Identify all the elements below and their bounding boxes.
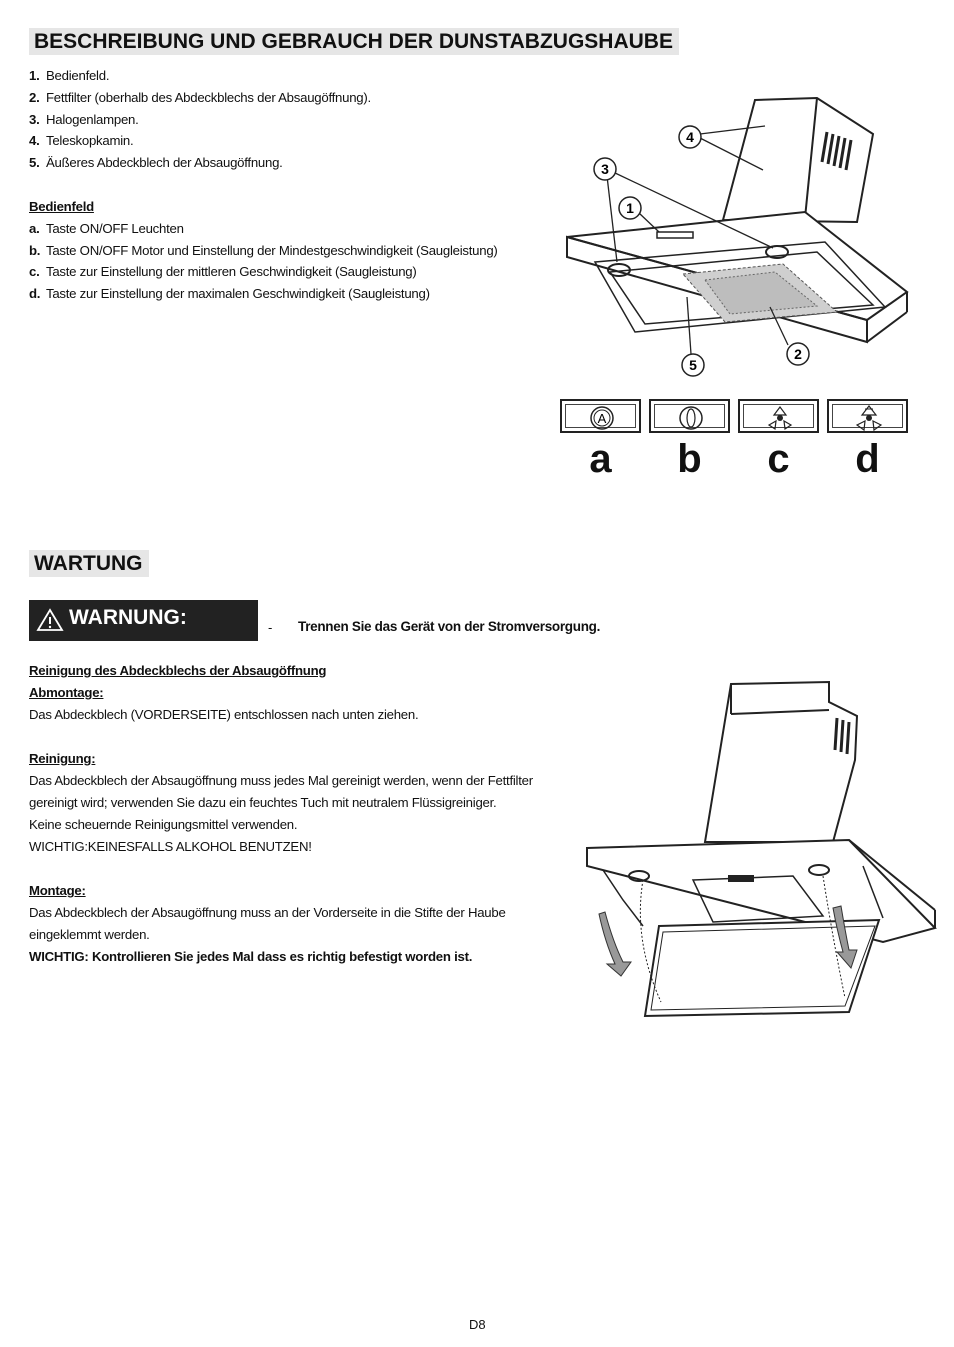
control-panel-list: [29, 196, 549, 305]
button-letter-a: a: [589, 437, 612, 481]
panel-removal-diagram: [583, 680, 939, 1022]
mount-important: WICHTIG: Kontrollieren Sie jedes Mal dass es richtig befestigt worden ist.: [29, 949, 473, 964]
warning-box: [29, 600, 258, 641]
warning-dash: -: [268, 620, 273, 635]
button-a: [560, 399, 641, 433]
mount-heading: Montage:: [29, 883, 86, 898]
button-letter-d: d: [855, 437, 880, 481]
callout-2: 2: [794, 346, 802, 362]
fan-max-speed-icon: [827, 399, 908, 433]
warning-label: WARNUNG:: [69, 606, 187, 629]
button-c: [738, 399, 819, 433]
list-item: 2. Fettfilter (oberhalb des Abdeckblechs der Absaugöffnung).: [29, 89, 371, 105]
button-d: [827, 399, 908, 433]
cleaning-subheading: Reinigung:: [29, 751, 96, 766]
list-item: 5. Äußeres Abdeckblech der Absaugöffnung.: [29, 155, 283, 171]
callout-4: 4: [686, 129, 694, 145]
page-number: D8: [469, 1317, 486, 1332]
removal-text: Das Abdeckblech (VORDERSEITE) entschlossen nach unten ziehen.: [29, 707, 419, 722]
light-icon: [560, 399, 641, 433]
control-button-strip: [560, 399, 912, 484]
list-item: 3. Halogenlampen.: [29, 111, 139, 127]
warning-text: Trennen Sie das Gerät von der Stromversorgung.: [298, 619, 601, 634]
cleaning-line: gereinigt wird; verwenden Sie dazu ein feuchtes Tuch mit neutralem Flüssigreiniger.: [29, 795, 497, 810]
list-item: b. Taste ON/OFF Motor und Einstellung der Mindestgeschwindigkeit (Saugleistung): [29, 242, 498, 258]
svg-text:A: A: [597, 411, 607, 426]
list-item: 4. Teleskopkamin.: [29, 133, 134, 149]
callout-1: 1: [626, 200, 634, 216]
cleaning-heading: Reinigung des Abdeckblechs der Absaugöffnung: [29, 663, 327, 678]
button-letter-c: c: [767, 437, 790, 481]
control-panel-heading: Bedienfeld: [29, 199, 94, 214]
button-b: [649, 399, 730, 433]
section-title-description: BESCHREIBUNG UND GEBRAUCH DER DUNSTABZUGSHAUBE: [29, 28, 679, 55]
hood-diagram: [555, 92, 915, 382]
cleaning-line: WICHTIG:KEINESFALLS ALKOHOL BENUTZEN!: [29, 839, 312, 854]
warning-icon: [36, 608, 64, 632]
list-item: 1. Bedienfeld.: [29, 68, 110, 83]
button-letter-b: b: [677, 437, 702, 481]
callout-5: 5: [689, 357, 697, 373]
cleaning-line: Das Abdeckblech der Absaugöffnung muss jedes Mal gereinigt werden, wenn der Fettfilter: [29, 773, 533, 788]
list-item: c. Taste zur Einstellung der mittleren Geschwindigkeit (Saugleistung): [29, 264, 417, 280]
section-title-maintenance: WARTUNG: [29, 550, 149, 577]
mount-line: eingeklemmt werden.: [29, 927, 150, 942]
list-item: d. Taste zur Einstellung der maximalen Geschwindigkeit (Saugleistung): [29, 286, 430, 302]
fan-speed-icon: [738, 399, 819, 433]
mount-line: Das Abdeckblech der Absaugöffnung muss an der Vorderseite in die Stifte der Haube: [29, 905, 506, 920]
list-item: a. Taste ON/OFF Leuchten: [29, 220, 184, 236]
callout-3: 3: [601, 161, 609, 177]
power-icon: [649, 399, 730, 433]
cleaning-instructions: [29, 660, 569, 968]
component-list: [29, 65, 529, 174]
removal-heading: Abmontage:: [29, 685, 104, 700]
cleaning-line: Keine scheuernde Reinigungsmittel verwenden.: [29, 817, 298, 832]
